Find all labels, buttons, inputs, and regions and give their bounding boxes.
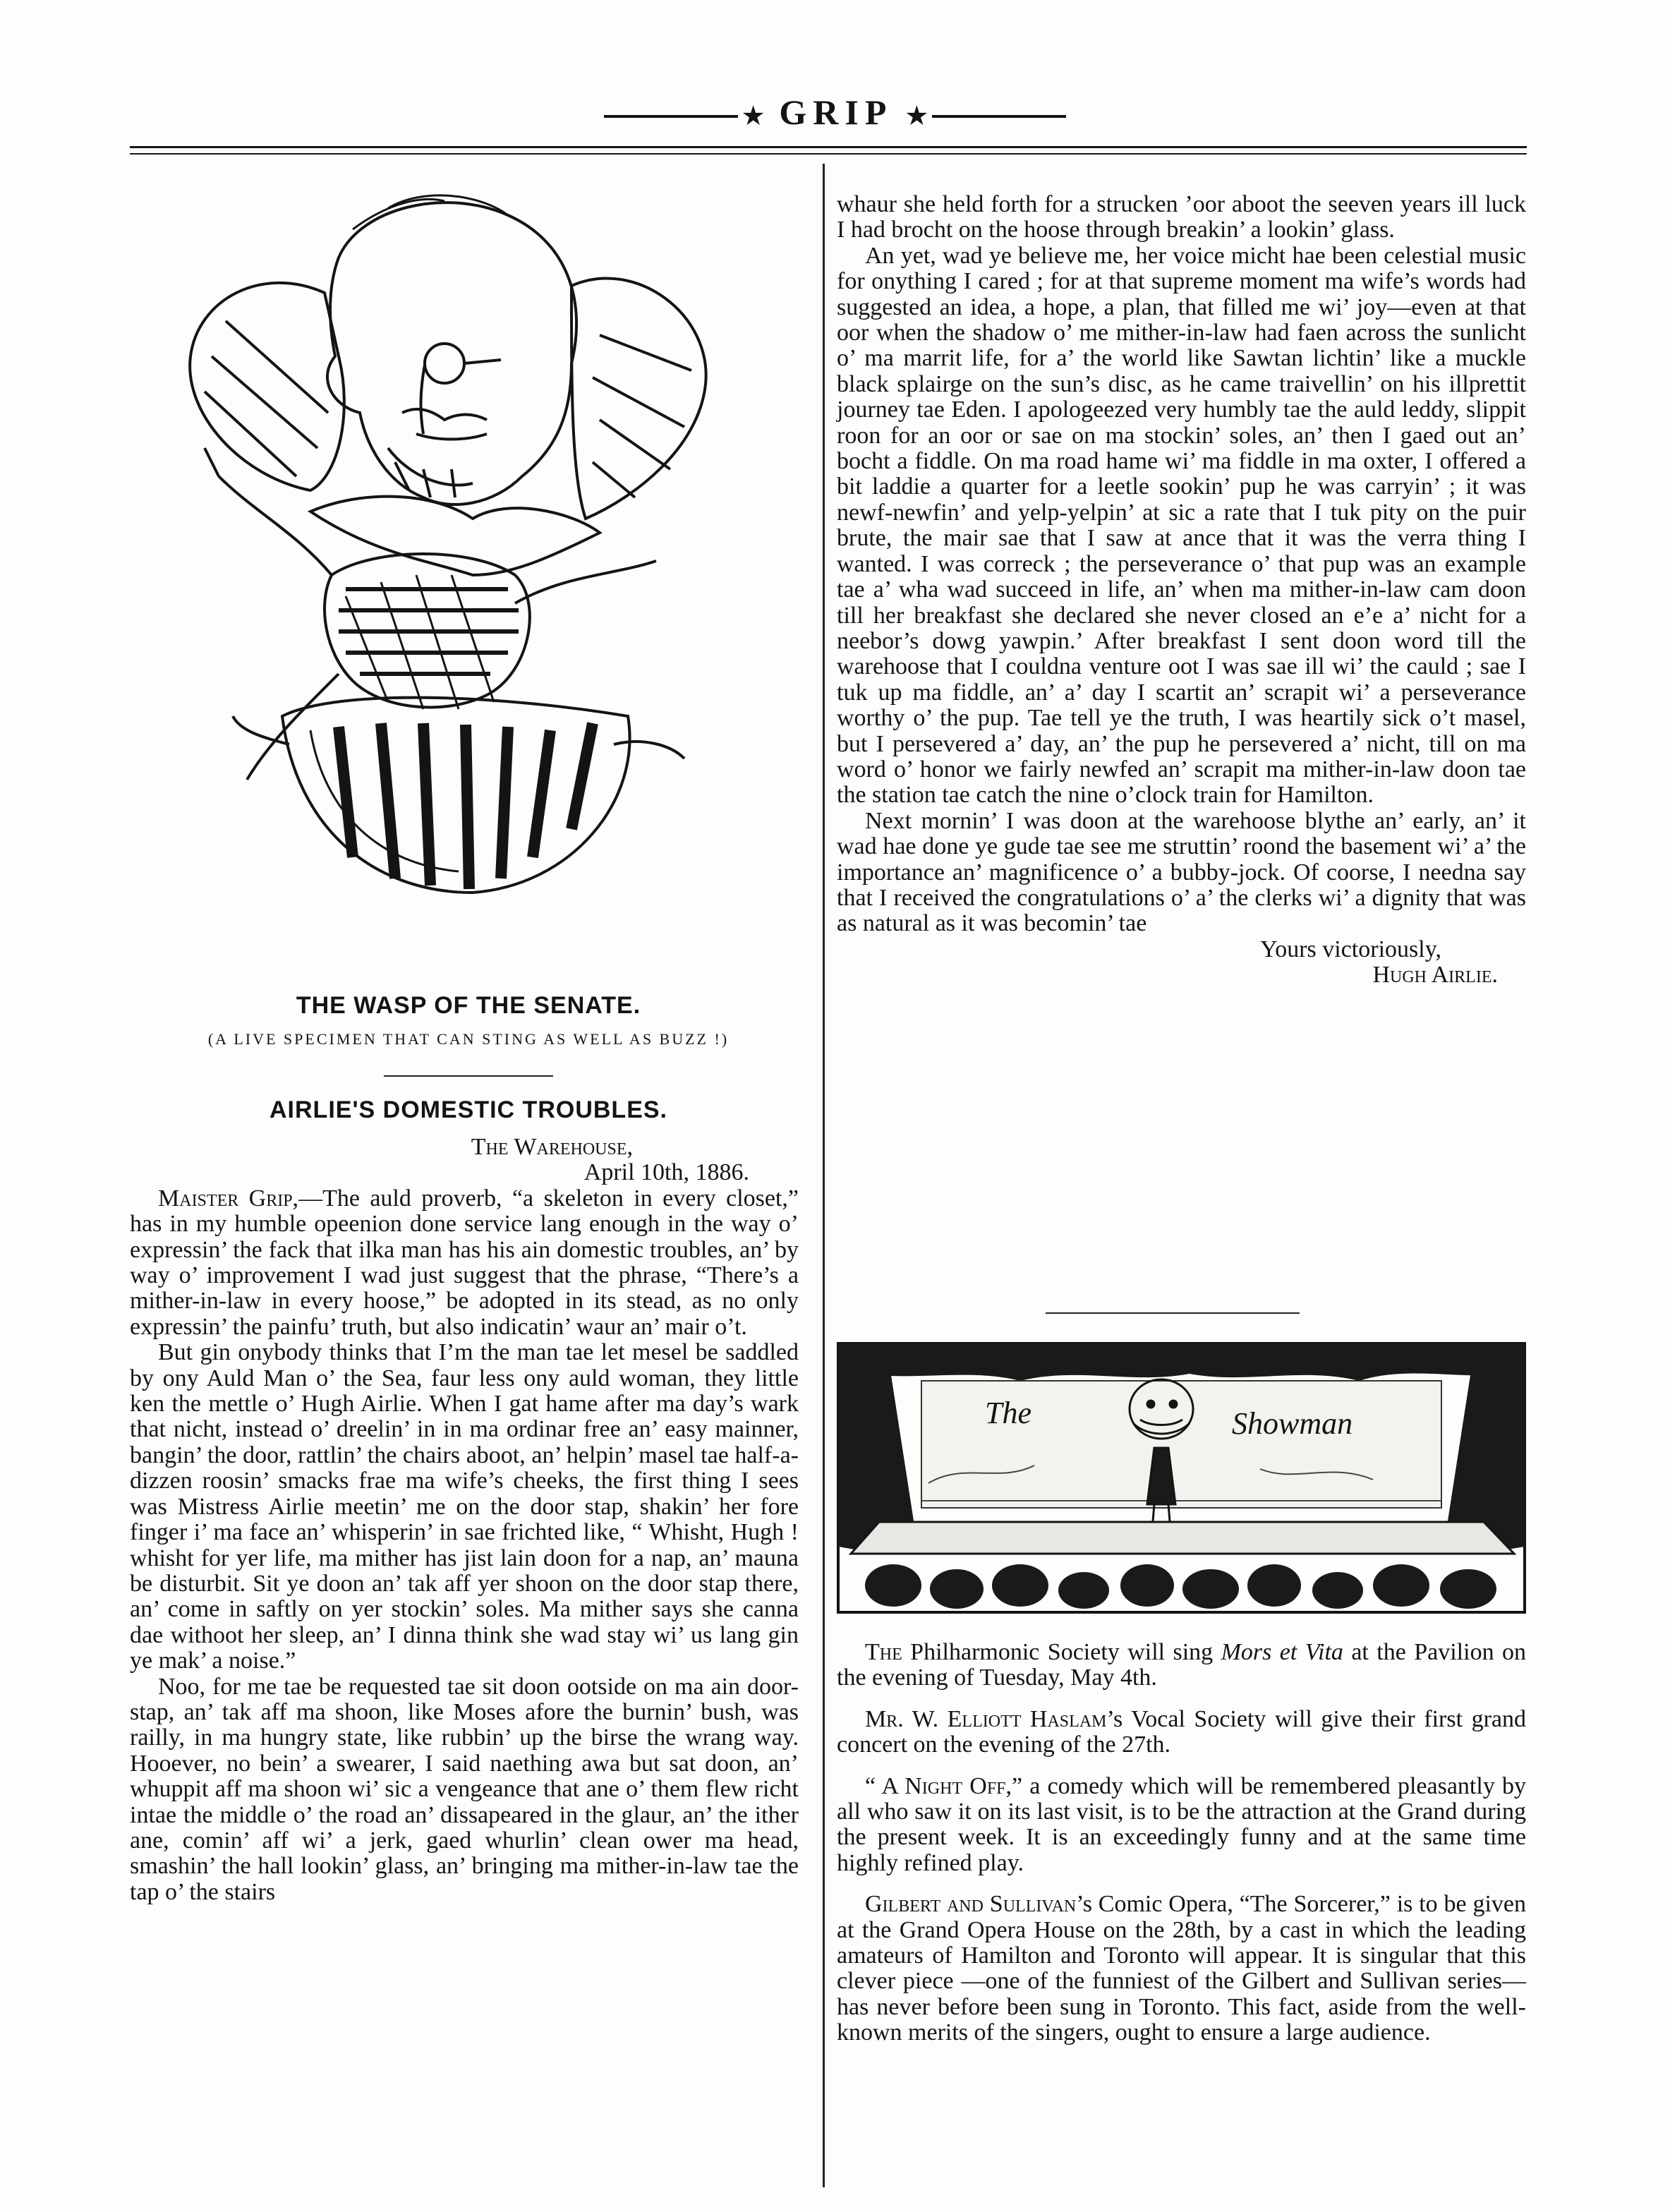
- masthead: [0, 92, 1670, 133]
- section-divider: [384, 1075, 553, 1077]
- section-divider: [1046, 1312, 1300, 1314]
- article-paragraph: An yet, wad ye believe me, her voice micht hae been celestial music for onything I cared ; for at that supreme moment ma wife’s words had suggested an idea, a hope, a plan, that filled me wi’ joy—even at that oor when the shadow o’ me mither-in-law had faen across the sunlicht o’ ma marrit life, for a’ the world like Sawtan lichtin’ like a muckle black splairge on the sun’s disc, as he came traivellin’ on his illprettit journey tae Eden. I apologeezed very humbly tae the auld leddy, slippit roon for an oor or sae on ma stockin’ soles, an’ then I gaed out an’ bocht a fiddle. On ma road hame wi’ ma fiddle in ma oxter, I offered a bit laddie a quarter for a leetle sookin’ pup he was carryin’ ; it was newf-newfin’ and yelp-yelpin’ at sic a rate that I tuk pity on the puir brute, the mair sae that I saw at ance that it was the verra thing I wanted. I was correck ; the perseverance o’ that pup was an example tae a’ wha wad succeed in life, an’ when ma mither-in-law cam doon till her breakfast she declared she never closed an e’e a’ nicht for a neebor’s dowg yawpin.’ After breakfast I sent doon word till the warehoose that I couldna venture oot I was sae ill wi’ the cauld ; sae I tuk up ma fiddle, an’ a’ day I scartit an’ scrapit wi’ a perseverance worthy o’ the pup. Tae tell ye the truth, I was heartily sick o’t masel, but I persevered a’ day, an’ the pup he persevered a’ nicht, till on ma word o’ honor we fairly newfed an’ scrapit ma mither-in-law doon tae the station tae catch the nine o’clock train for Hamilton.: [837, 242, 1526, 809]
- article-paragraph: Maister Grip,—The auld proverb, “a skeleton in every closet,” has in my humble opeenion done service lang enough in the way o’ expressin’ the fack that ilka man has his ain domestic troubles, an’ by way o’ improvement I wad just suggest that the phrase, “There’s a mither-in-law in every hoose,” be adopted in its stead, as no only expressin’ the painfu’ truth, but also indicatin’ waur an’ mair o’t.: [130, 1185, 799, 1340]
- article-salutation: Maister Grip,: [158, 1185, 299, 1211]
- article-signature: Hugh Airlie.: [1372, 962, 1498, 989]
- cartoon-title: THE WASP OF THE SENATE.: [296, 992, 641, 1019]
- header-rule-bottom: [130, 153, 1527, 155]
- note-paragraph: The Philharmonic Society will sing Mors et Vita at the Pavilion on the evening of Tuesday, May 4th.: [837, 1639, 1526, 1691]
- star-icon: ★: [742, 103, 764, 130]
- article-paragraph: Noo, for me tae be requested tae sit doon ootside on ma ain door-stap, an’ tak aff ma shoon, like Moses afore the burnin’ bush, was railly, in ma hungry state, like rubbin’ up the birse the wrang way. Hooever, no bein’ a swearer, I said naething awa but sat doon, an’ whuppit aff ma shoon wi’ sic a vengeance that ane o’ them flew richt intae the middle o’ the road an’ dissapeared in the glaur, an’ the ither ane, comin’ aff wi’ a jerk, gaed whurlin’ clean ower ma head, smashin’ the hall lookin’ glass, an’ bringing ma mither-in-law tae the tap o’ the stairs: [130, 1673, 799, 1905]
- masthead-left-rule: [604, 115, 738, 118]
- note-paragraph: Mr. W. Elliott Haslam’s Vocal Society will give their first grand concert on the evening of the 27th.: [837, 1705, 1526, 1758]
- article-paragraph: whaur she held forth for a strucken ’oor aboot the seeven years ill luck I had brocht on the hoose through breakin’ a lookin’ glass.: [837, 191, 1526, 243]
- article-right-column: [837, 192, 1526, 989]
- header-rule-top: [130, 146, 1527, 148]
- column-divider: [823, 164, 825, 2187]
- cartoon-subtitle: (A LIVE SPECIMEN THAT CAN STING AS WELL AS BUZZ !): [207, 1030, 730, 1048]
- article-place: The Warehouse,: [471, 1134, 633, 1160]
- article-left-column: [130, 1135, 799, 1905]
- wasp-cartoon-illustration: [176, 180, 755, 977]
- article-paragraph: But gin onybody thinks that I’m the man tae let mesel be saddled by ony Auld Man o’ the Sea, faur less ony auld woman, they little ken the mettle o’ Hugh Airlie. When I gat hame after ma day’s wark that nicht, instead o’ dreelin’ in in ma ordinar free an’ easy mainner, bangin’ the door, rattlin’ the chairs aboot, an’ helpin’ masel tae half-a-dizzen roosin’ smacks frae ma wife’s cheeks, the first thing I sees was Mistress Airlie meetin’ me on the door stap, shakin’ her fore finger i’ ma face an’ whisperin’ in sae frichted like, “ Whisht, Hugh ! whisht for yer life, ma mither has jist lain doon for a nap, an’ mauna be disturbit. Sit ye doon an’ tak aff yer shoon on the door stap there, an’ come in saftly on yer stockin’ soles. Ma mither says she canna dae withoot her sleep, an’ I dinna think she wad stay wi’ us lang gin ye mak’ a noise.”: [130, 1339, 799, 1674]
- masthead-title: GRIP: [779, 92, 891, 132]
- star-icon: ★: [906, 103, 928, 130]
- theatre-notes: [837, 1640, 1526, 2046]
- note-paragraph: Gilbert and Sullivan’s Comic Opera, “The Sorcerer,” is to be given at the Grand Opera House on the 28th, by a cast in which the leading amateurs of Hamilton and Toronto will appear. It is singular that this clever piece —one of the funniest of the Gilbert and Sullivan series— has never before been sung in Toronto. This fact, aside from the well-known merits of the singers, ought to ensure a large audience.: [837, 1891, 1526, 2046]
- article-closing: Yours victoriously,: [1260, 936, 1441, 962]
- showman-theater-illustration: [837, 1342, 1526, 1614]
- article-date: April 10th, 1886.: [583, 1159, 749, 1186]
- article-paragraph: Next mornin’ I was doon at the warehoose blythe an’ early, an’ it wad hae done ye gude tae see me struttin’ roond the basement wi’ a’ the importance an’ magnificence o’ a bubby-jock. Of coorse, I needna say that I received the congratulations o’ a’ the clerks wi’ a dignity that was as natural as it was becomin’ tae: [837, 807, 1526, 937]
- article-title: AIRLIE'S DOMESTIC TROUBLES.: [270, 1096, 667, 1123]
- showman-sign-left: The: [985, 1396, 1031, 1430]
- masthead-right-rule: [932, 115, 1066, 118]
- note-paragraph: “ A Night Off,” a comedy which will be remembered pleasantly by all who saw it on its last visit, is to be the attraction at the Grand during the present week. It is an exceedingly funny and at the same time highly refined play.: [837, 1772, 1526, 1876]
- showman-sign-right: Showman: [1232, 1406, 1353, 1441]
